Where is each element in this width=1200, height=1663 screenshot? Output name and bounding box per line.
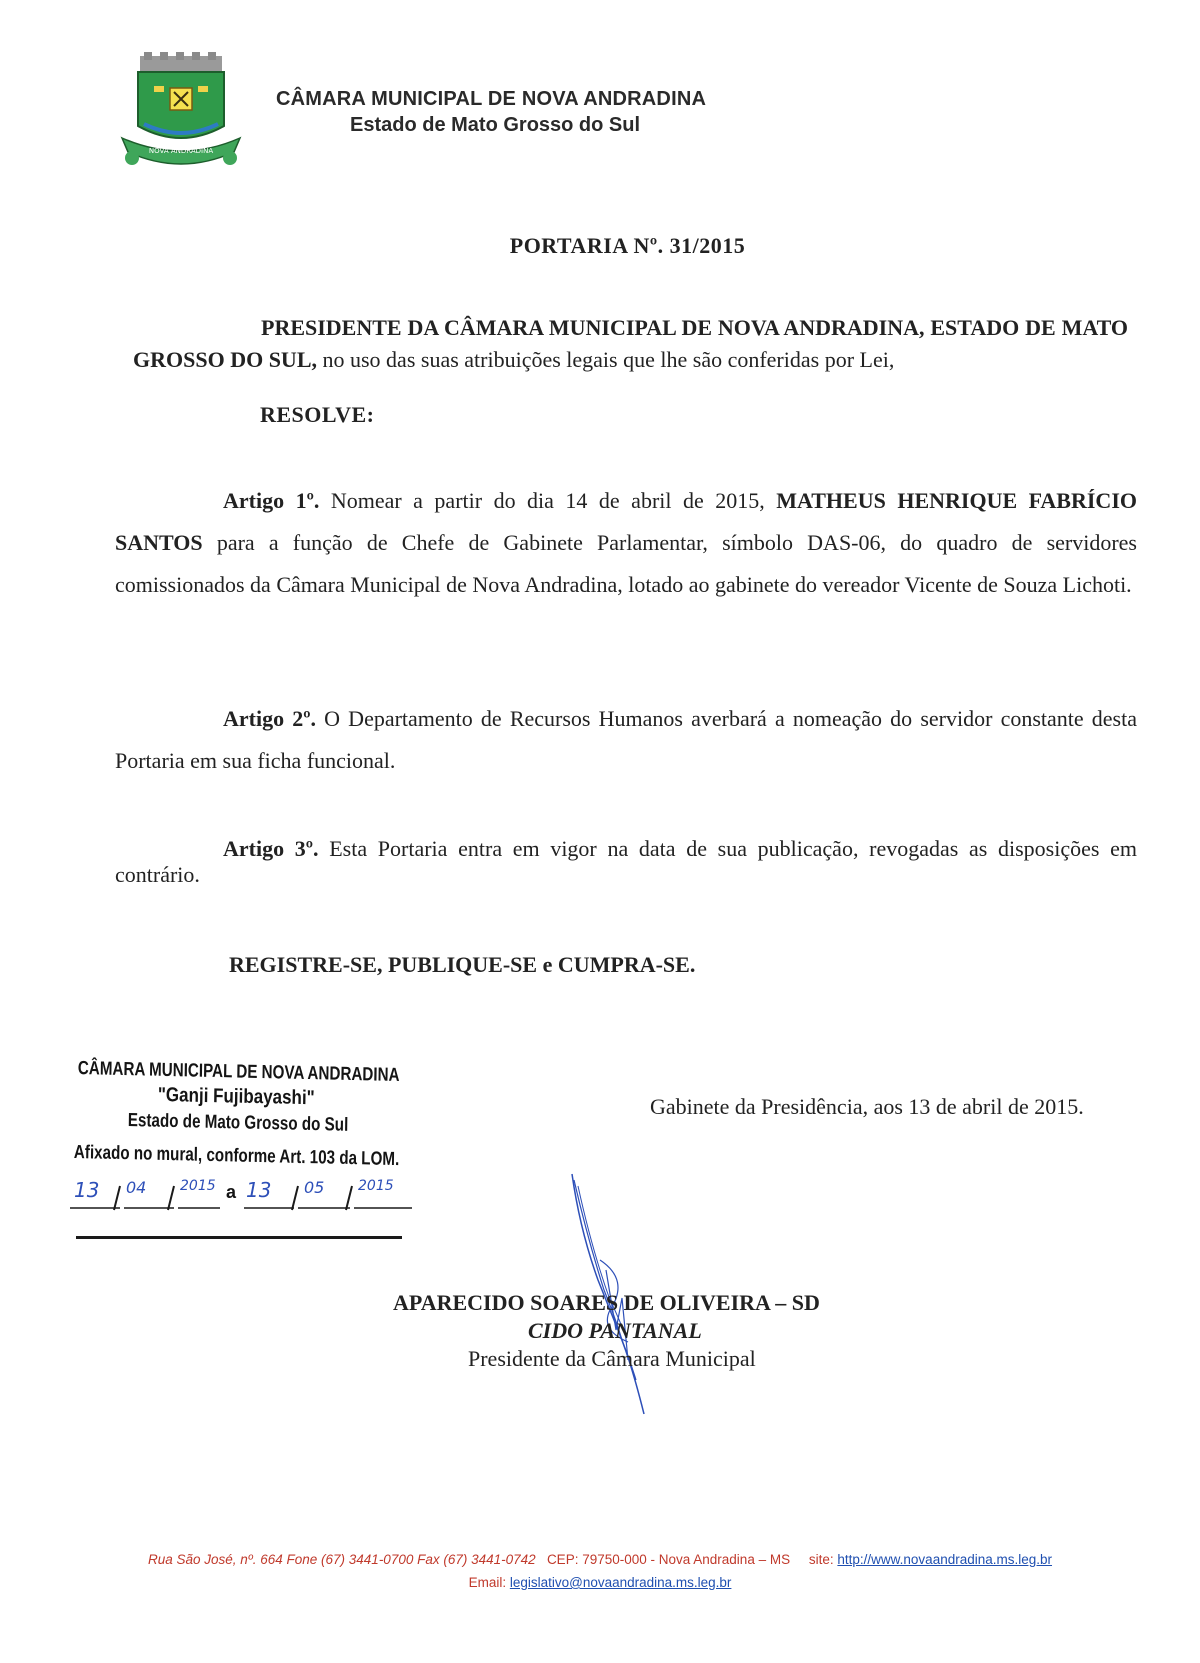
article-1-label: Artigo 1º. <box>223 488 320 513</box>
footer-site-link[interactable]: http://www.novaandradina.ms.leg.br <box>837 1552 1053 1567</box>
stamp-date-range <box>68 1178 420 1212</box>
institution-state: Estado de Mato Grosso do Sul <box>350 114 641 136</box>
institution-name: CÂMARA MUNICIPAL DE NOVA ANDRADINA <box>276 88 707 110</box>
article-3-text: Esta Portaria entra em vigor na data de sua publicação, revogadas as disposições em contrário. <box>115 836 1138 887</box>
footer-email-link[interactable]: legislativo@novaandradina.ms.leg.br <box>509 1575 732 1590</box>
stamp-line-1: CÂMARA MUNICIPAL DE NOVA ANDRADINA <box>77 1058 400 1087</box>
article-2 <box>115 698 1137 782</box>
footer-site-label: site: <box>808 1552 834 1567</box>
posting-stamp <box>68 1058 428 1293</box>
municipal-crest-icon <box>118 52 244 170</box>
preamble-bold: PRESIDENTE DA CÂMARA MUNICIPAL DE NOVA ANDRADINA, ESTADO DE MATO GROSSO DO SUL, <box>133 315 1128 372</box>
footer-email-label: Email: <box>468 1575 507 1590</box>
footer-address-line <box>0 1552 1200 1567</box>
article-1-post: para a função de Chefe de Gabinete Parlamentar, símbolo DAS-06, do quadro de servidores comissionados da Câmara Municipal de Nova Andradina, lotado ao gabinete do vereador Vicente de Souza Lichoti. <box>115 530 1137 597</box>
preamble-text: no uso das suas atribuições legais que lhe são conferidas por Lei, <box>317 347 895 372</box>
stamp-to-month: 05 <box>304 1178 325 1197</box>
stamp-from-day: 13 <box>74 1178 100 1202</box>
article-1 <box>115 480 1137 606</box>
place-and-date: Gabinete da Presidência, aos 13 de abril de 2015. <box>650 1094 1084 1119</box>
stamp-date-rules <box>68 1178 420 1214</box>
stamp-sep: a <box>226 1182 237 1202</box>
footer-address: Rua São José, nº. 664 Fone (67) 3441-0700 Fax (67) 3441-0742 <box>147 1552 536 1567</box>
footer-email-line <box>0 1575 1200 1590</box>
stamp-line-4: Afixado no mural, conforme Art. 103 da LOM. <box>73 1142 400 1171</box>
signatory-name: APARECIDO SOARES DE OLIVEIRA – SD <box>393 1290 820 1315</box>
article-1-pre: Nomear a partir do dia 14 de abril de 2015, <box>319 488 777 513</box>
article-1-name: MATHEUS HENRIQUE FABRÍCIO SANTOS <box>115 488 1137 555</box>
article-2-label: Artigo 2º. <box>223 706 316 731</box>
article-3-label: Artigo 3º. <box>223 836 319 861</box>
stamp-to-day: 13 <box>246 1178 272 1202</box>
signatory-role: Presidente da Câmara Municipal <box>468 1346 756 1371</box>
closing-formula: REGISTRE-SE, PUBLIQUE-SE e CUMPRA-SE. <box>229 952 696 977</box>
svg-text:NOVA ANDRADINA: NOVA ANDRADINA <box>148 147 214 155</box>
stamp-to-year: 2015 <box>358 1178 394 1194</box>
stamp-from-month: 04 <box>126 1178 147 1197</box>
stamp-rule <box>76 1236 402 1239</box>
signatory-nickname: CIDO PANTANAL <box>528 1318 702 1343</box>
resolve-heading: RESOLVE: <box>260 402 375 427</box>
stamp-line-3: Estado de Mato Grosso do Sul <box>127 1110 349 1136</box>
document-title: PORTARIA Nº. 31/2015 <box>509 233 746 258</box>
article-3 <box>115 836 1137 888</box>
article-2-text: O Departamento de Recursos Humanos averbará a nomeação do servidor constante desta Portaria em sua ficha funcional. <box>115 706 1137 773</box>
footer-cep: CEP: 79750-000 - Nova Andradina – MS <box>546 1552 791 1567</box>
preamble-paragraph <box>133 312 1128 376</box>
stamp-from-year: 2015 <box>180 1178 216 1194</box>
stamp-line-2: "Ganji Fujibayashi" <box>157 1084 315 1110</box>
